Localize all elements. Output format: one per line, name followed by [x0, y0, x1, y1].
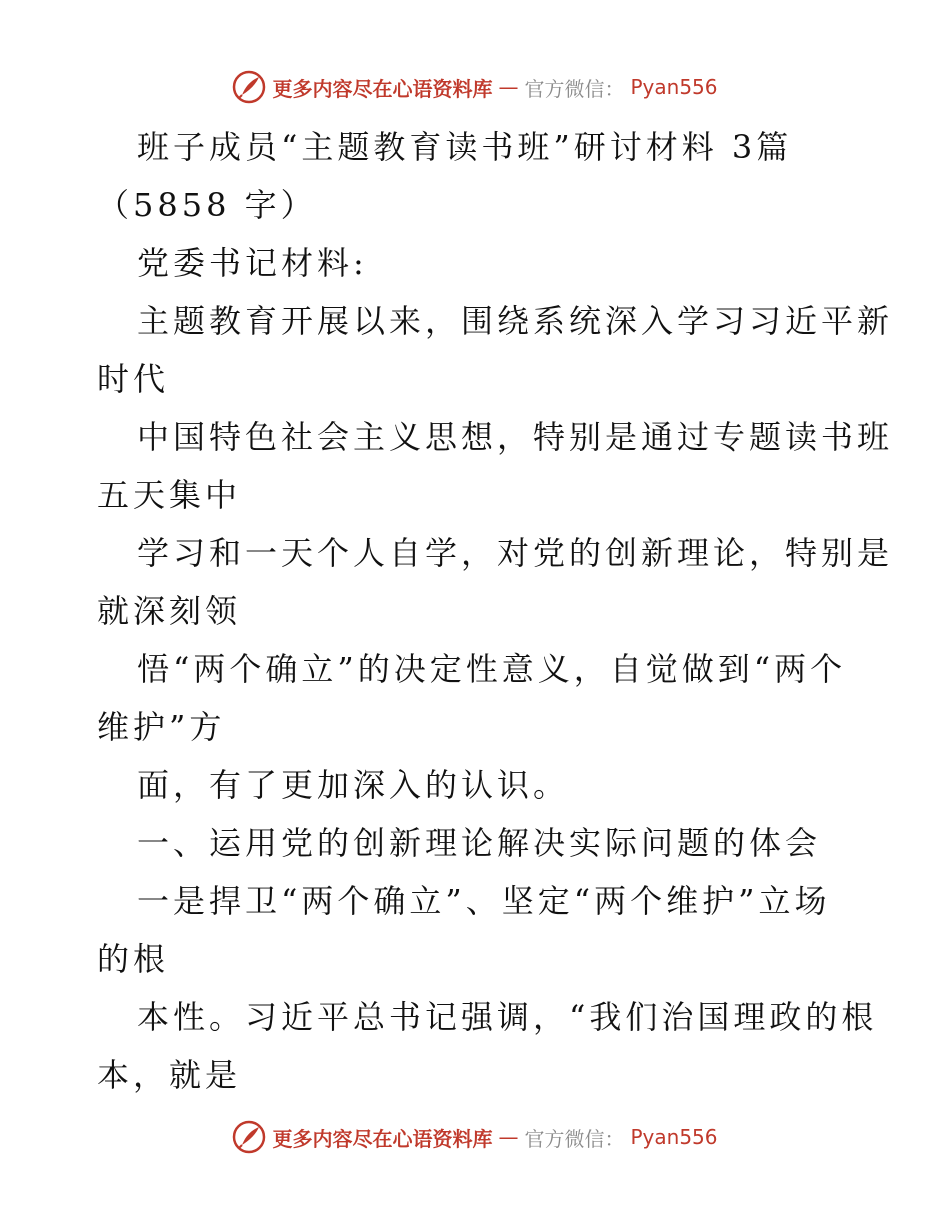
watermark-brand: 更多内容尽在心语资料库 — [272, 76, 493, 101]
text-line: 本性。习近平总书记强调，“我们治国理政的根 — [137, 998, 878, 1036]
text-line: 中国特色社会主义思想，特别是通过专题读书班 — [137, 418, 894, 456]
text-line: 面，有了更加深入的认识。 — [137, 766, 570, 804]
text-line: 时代 — [97, 360, 170, 398]
text-line: 悟“两个确立”的决定性意义，自觉做到“两个 — [137, 650, 847, 688]
text-line: 维护”方 — [97, 708, 226, 746]
watermark-account: Pyan556 — [630, 1125, 718, 1149]
watermark-label: 官方微信： — [524, 1126, 625, 1151]
document-body — [97, 118, 894, 1104]
text-line: 党委书记材料: — [137, 244, 368, 282]
watermark-label: 官方微信： — [524, 76, 625, 101]
footer-watermark — [0, 1120, 950, 1154]
text-line: 主题教育开展以来，围绕系统深入学习习近平新 — [137, 302, 894, 340]
text-line: （5858 字） — [97, 186, 317, 224]
text-line: 班子成员“主题教育读书班”研讨材料 3篇 — [137, 128, 793, 166]
watermark-brand: 更多内容尽在心语资料库 — [272, 1126, 493, 1151]
text-line: 学习和一天个人自学，对党的创新理论，特别是 — [137, 534, 894, 572]
text-line: 一是捍卫“两个确立”、坚定“两个维护”立场 — [137, 882, 831, 920]
feather-pen-logo-icon — [232, 70, 266, 104]
watermark-dash: — — [498, 75, 519, 99]
feather-pen-logo-icon — [232, 1120, 266, 1154]
watermark-dash: — — [498, 1125, 519, 1149]
text-line: 的根 — [97, 940, 170, 978]
text-line: 就深刻领 — [97, 592, 242, 630]
text-line: 一、运用党的创新理论解决实际问题的体会 — [137, 824, 822, 862]
text-line: 五天集中 — [97, 476, 242, 514]
text-line: 本，就是 — [97, 1056, 242, 1094]
watermark-account: Pyan556 — [630, 75, 718, 99]
header-watermark — [0, 70, 950, 104]
